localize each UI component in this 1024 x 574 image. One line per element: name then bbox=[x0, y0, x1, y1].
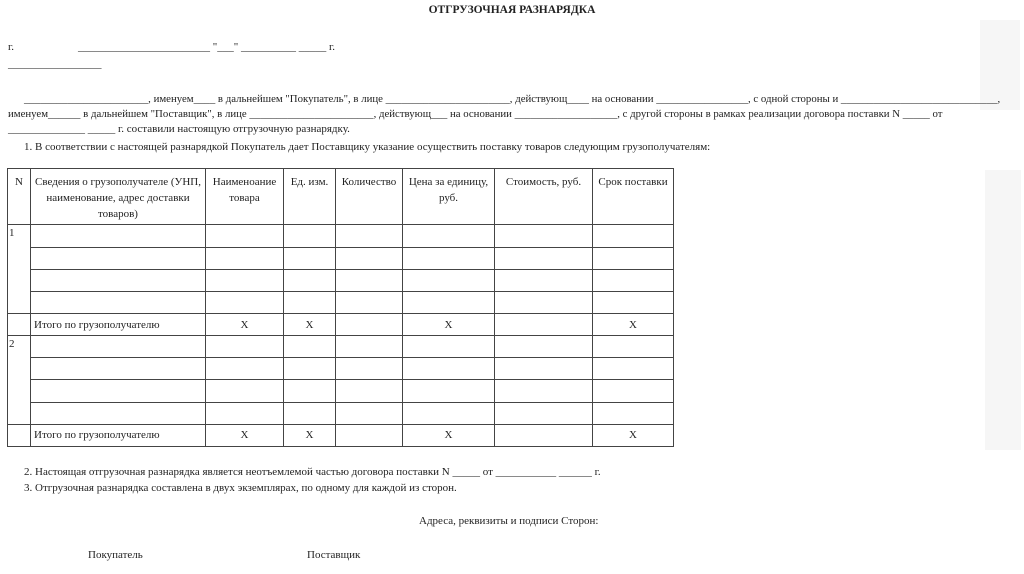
table-row bbox=[8, 291, 674, 313]
intro-line-2: именуем______ в дальнейшем "Поставщик", в лице _______________________, действующ___ на основании ___________________, с другой стороны в рамках реализации договора поставки N _____ от bbox=[8, 108, 943, 120]
table-row bbox=[8, 225, 674, 247]
col-header-consignee: Сведения о грузополучателе (УНП, наименование, адрес доставки товаров) bbox=[31, 169, 206, 225]
paragraph-2: 2. Настоящая отгрузочная разнарядка является неотъемлемой частью договора поставки N _____ от ___________ ______ г. bbox=[24, 466, 601, 478]
table-row bbox=[8, 269, 674, 291]
buyer-label: Покупатель bbox=[88, 549, 143, 561]
table-row bbox=[8, 380, 674, 402]
total-label: Итого по грузополучателю bbox=[31, 314, 206, 336]
table-row bbox=[8, 358, 674, 380]
col-header-unit-price: Цена за единицу, руб. bbox=[403, 169, 495, 225]
table-row bbox=[8, 402, 674, 424]
intro-line-1: _______________________, именуем____ в дальнейшем "Покупатель", в лице _______________________, действующ____ на основании _________________, с одной стороны и _____________________________, bbox=[24, 93, 1001, 105]
x-mark: X bbox=[206, 424, 284, 446]
x-mark: X bbox=[593, 314, 674, 336]
paragraph-3: 3. Отгрузочная разнарядка составлена в двух экземплярах, по одному для каждой из сторон. bbox=[24, 482, 457, 494]
signatures-title: Адреса, реквизиты и подписи Сторон: bbox=[419, 515, 599, 527]
total-row bbox=[8, 424, 674, 446]
document-title: ОТГРУЗОЧНАЯ РАЗНАРЯДКА bbox=[428, 4, 596, 16]
col-header-n: N bbox=[8, 169, 31, 225]
intro-line-3: ______________ _____ г. составили настоящую отгрузочную разнарядку. bbox=[8, 123, 350, 135]
supplier-label: Поставщик bbox=[307, 549, 361, 561]
paragraph-1: 1. В соответствии с настоящей разнарядкой Покупатель дает Поставщику указание осуществить поставку товаров следующим грузополучателям: bbox=[24, 141, 711, 153]
group-number-2: 2 bbox=[8, 336, 31, 425]
table-row bbox=[8, 336, 674, 358]
col-header-delivery-term: Срок поставки bbox=[593, 169, 674, 225]
number-line: _________________ bbox=[8, 58, 102, 70]
x-mark: X bbox=[284, 424, 336, 446]
table-header-row bbox=[8, 169, 674, 225]
col-header-goods: Наименоание товара bbox=[206, 169, 284, 225]
scan-artifact bbox=[985, 170, 1021, 450]
x-mark: X bbox=[206, 314, 284, 336]
consignee-table bbox=[7, 168, 674, 447]
city-label: г. bbox=[8, 41, 15, 53]
x-mark: X bbox=[284, 314, 336, 336]
col-header-cost: Стоимость, руб. bbox=[495, 169, 593, 225]
x-mark: X bbox=[403, 424, 495, 446]
table-row bbox=[8, 247, 674, 269]
x-mark: X bbox=[593, 424, 674, 446]
total-row bbox=[8, 314, 674, 336]
date-line: ________________________ "___" __________ _____ г. bbox=[78, 41, 336, 53]
group-number-1: 1 bbox=[8, 225, 31, 314]
x-mark: X bbox=[403, 314, 495, 336]
col-header-quantity: Количество bbox=[336, 169, 403, 225]
total-label: Итого по грузополучателю bbox=[31, 424, 206, 446]
col-header-unit: Ед. изм. bbox=[284, 169, 336, 225]
